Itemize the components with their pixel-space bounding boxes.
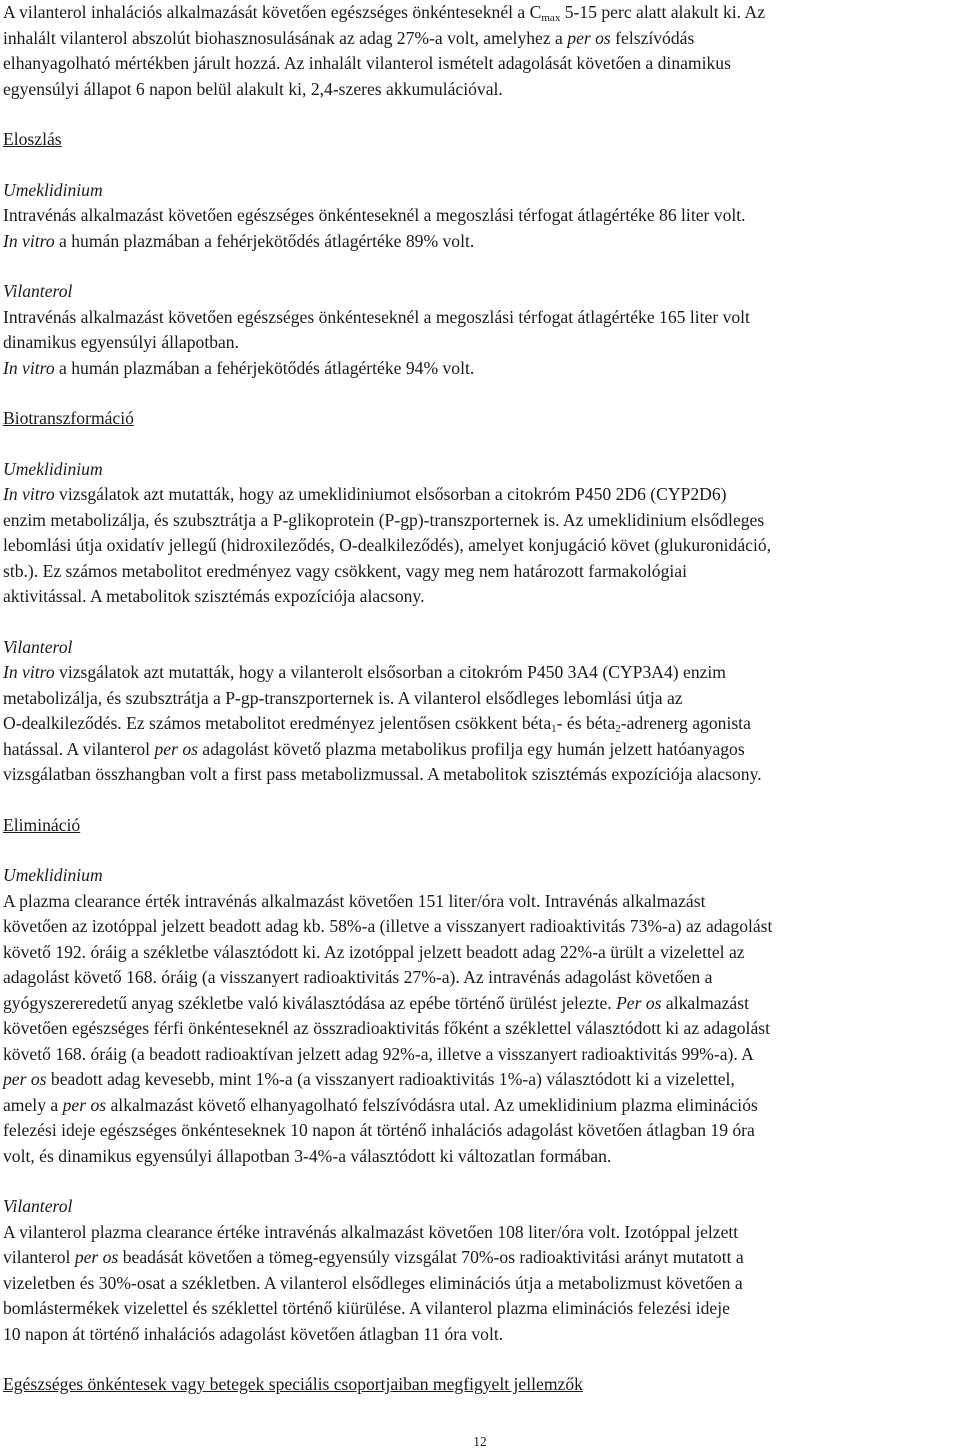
text-line: követően az izotóppal jelzett beadott adag kb. 58%-a (illetve a visszanyert radioaktivitás 73%-a) az adagolást xyxy=(3,916,773,936)
subheading-umeklidinium: Umeklidinium xyxy=(3,865,103,885)
text-line: követő 168. óráig (a beadott radioaktívan jelzett adag 92%-a, illetve a visszanyert radioaktivitás 99%-a). A xyxy=(3,1043,754,1064)
section-heading-biotranszformacio: Biotranszformáció xyxy=(3,408,134,428)
text-line: adagolást követő 168. óráig (a visszanyert radioaktivitás 27%-a). Az intravénás adagolást követően a xyxy=(3,967,713,987)
text-line: vizeletben és 30%-osat a székletben. A vilanterol elsődleges eliminációs útja a metabolizmust követően a xyxy=(3,1272,743,1293)
subheading-umeklidinium: Umeklidinium xyxy=(3,179,103,200)
text-line: A plazma clearance érték intravénás alkalmazást követően 151 liter/óra volt. Intravénás alkalmazást xyxy=(3,890,706,911)
text-line: volt, és dinamikus egyensúlyi állapotban 3-4%-a választódott ki változatlan formában. xyxy=(3,1145,612,1166)
subheading-vilanterol: Vilanterol xyxy=(3,1196,73,1216)
text-line: gyógyszereredetű anyag székletbe való kiválasztódása az epébe történő ürülést jelezte. Per os alkalmazást xyxy=(3,992,749,1013)
text-line: lebomlási útja oxidatív jellegű (hidroxileződés, O-dealkileződés), amelyet konjugáció követ (glukuronidáció, xyxy=(3,535,772,555)
section-heading-eliminacio: Elimináció xyxy=(3,814,81,835)
intro-paragraph xyxy=(3,0,959,102)
text-line: bomlástermékek vizelettel és széklettel történő kiürülése. A vilanterol plazma eliminációs felezési ideje xyxy=(3,1298,730,1318)
text-line: metabolizálja, és szubsztrátja a P-gp-transzporternek is. A vilanterol elsődleges lebomlási útja az xyxy=(3,687,683,708)
text-line: 10 napon át történő inhalációs adagolást követően átlagban 11 óra volt. xyxy=(3,1323,504,1344)
subheading-umeklidinium: Umeklidinium xyxy=(3,458,103,479)
section-heading-eloszlas: Eloszlás xyxy=(3,129,62,149)
subscript: 1 xyxy=(551,723,557,735)
text-line: inhalált vilanterol abszolút biohasznosulásának az adag 27%-a volt, amelyhez a per os felszívódás xyxy=(3,27,695,48)
text-line: dinamikus egyensúlyi állapotban. xyxy=(3,332,240,352)
text-line: O-dealkileződés. Ez számos metabolitot eredményez jelentősen csökkent béta$_1$- és béta$_2$-adrenerg agonista xyxy=(3,713,751,735)
text-line: vizsgálatban összhangban volt a first pass metabolizmussal. A metabolitok szisztémás expozíciója alacsony. xyxy=(3,764,762,784)
subheading-vilanterol: Vilanterol xyxy=(3,636,73,657)
section-heading-special-groups: Egészséges önkéntesek vagy betegek speciális csoportjaiban megfigyelt jellemzők xyxy=(3,1374,583,1394)
text-line: A vilanterol inhalációs alkalmazását követően egészséges önkénteseknél a $C_{max}$ 5-15 perc alatt alakult ki. Az xyxy=(3,2,766,24)
page-number: 12 xyxy=(473,1434,487,1449)
text-line: elhanyagolható mértékben járult hozzá. Az inhalált vilanterol ismételt adagolását követően a dinamikus xyxy=(3,53,731,73)
text-line: Intravénás alkalmazást követően egészséges önkénteseknél a megoszlási térfogat átlagértéke 86 liter volt. xyxy=(3,205,746,225)
text-line: követő 192. óráig a székletbe választódott ki. Az izotóppal jelzett beadott adag 22%-a ürült a vizelettel az xyxy=(3,941,745,962)
text-line: In vitro a humán plazmában a fehérjekötődés átlagértéke 94% volt. xyxy=(3,357,475,378)
text-line: követően egészséges férfi önkénteseknél az összradioaktivitás főként a széklettel választódott ki az adagolást xyxy=(3,1018,770,1038)
text-line: per os beadott adag kevesebb, mint 1%-a (a visszanyert radioaktivitás 1%-a) választódott ki a vizelettel, xyxy=(3,1069,735,1089)
text-line: aktivitással. A metabolitok szisztémás expozíciója alacsony. xyxy=(3,586,425,606)
text-line: In vitro vizsgálatok azt mutatták, hogy a vilanterolt elsősorban a citokróm P450 3A4 (CYP3A4) enzim xyxy=(3,662,726,682)
text-line: amely a per os alkalmazást követő elhanyagolható felszívódásra utal. Az umeklidinium plazma eliminációs xyxy=(3,1094,758,1115)
document-page xyxy=(3,0,959,1398)
subscript: max xyxy=(541,12,561,24)
text-line: felezési ideje egészséges önkénteseknek 10 napon át történő inhalációs adagolást követően átlagban 19 óra xyxy=(3,1120,755,1140)
text-line: A vilanterol plazma clearance értéke intravénás alkalmazást követően 108 liter/óra volt. Izotóppal jelzett xyxy=(3,1221,739,1242)
text-line: enzim metabolizálja, és szubsztrátja a P-glikoprotein (P-gp)-transzporternek is. Az umeklidinium elsődleges xyxy=(3,509,765,530)
text-line: vilanterol per os beadását követően a tömeg-egyensúly vizsgálat 70%-os radioaktivitási arányt mutatott a xyxy=(3,1247,744,1267)
subheading-vilanterol: Vilanterol xyxy=(3,281,73,301)
text-line: In vitro vizsgálatok azt mutatták, hogy az umeklidiniumot elsősorban a citokróm P450 2D6 (CYP2D6) xyxy=(3,484,727,504)
subscript: 2 xyxy=(615,723,621,735)
text-line: egyensúlyi állapot 6 napon belül alakult ki, 2,4-szeres akkumulációval. xyxy=(3,78,503,99)
text-line: hatással. A vilanterol per os adagolást követő plazma metabolikus profilja egy humán jelzett hatóanyagos xyxy=(3,738,745,759)
text-line: Intravénás alkalmazást követően egészséges önkénteseknél a megoszlási térfogat átlagértéke 165 liter volt xyxy=(3,306,750,327)
text-line: In vitro a humán plazmában a fehérjekötődés átlagértéke 89% volt. xyxy=(3,230,475,251)
text-line: stb.). Ez számos metabolitot eredményez vagy csökkent, vagy meg nem határozott farmakológiai xyxy=(3,560,687,581)
